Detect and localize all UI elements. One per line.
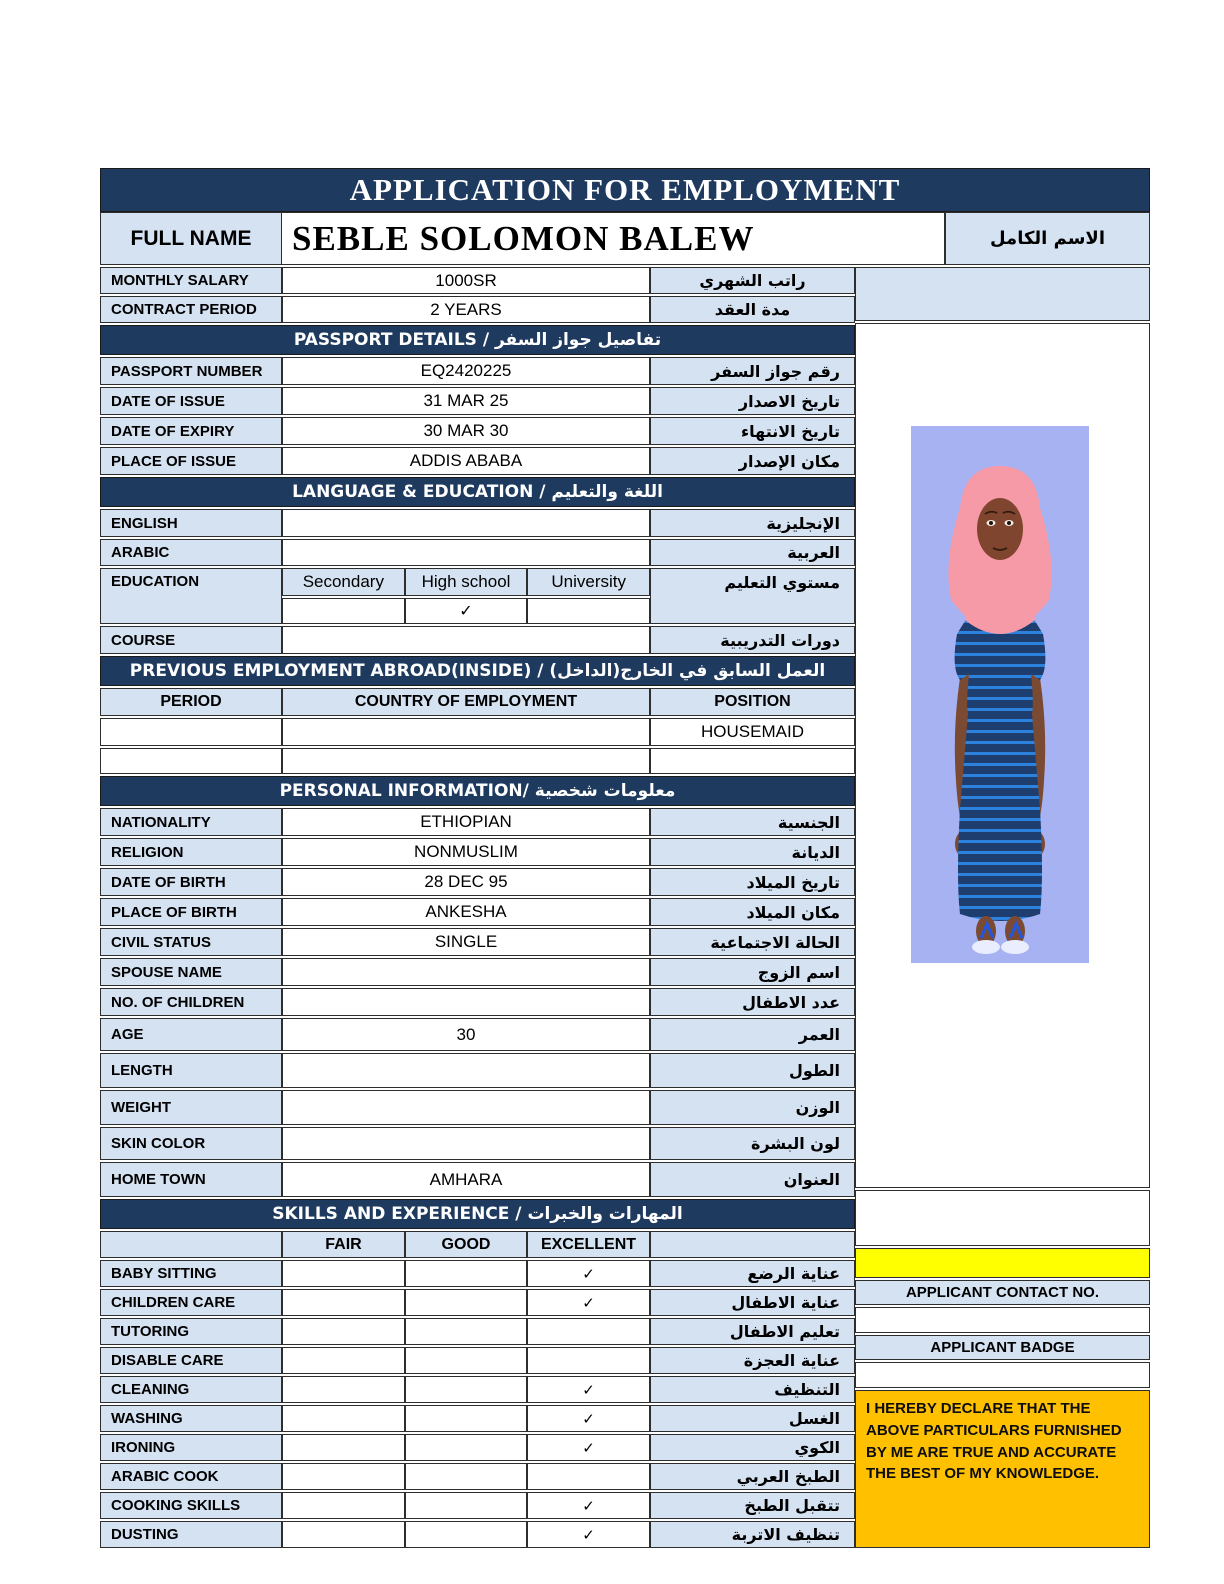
civil-status-value[interactable]: SINGLE — [282, 928, 650, 956]
skill-label-arabic: الغسل — [650, 1405, 855, 1432]
skill-good-cell[interactable] — [405, 1376, 527, 1403]
skill-label-arabic: عناية العجزة — [650, 1347, 855, 1374]
age-label: AGE — [100, 1018, 282, 1051]
skills-blank-arabic-header — [650, 1231, 855, 1258]
skill-label: BABY SITTING — [100, 1260, 282, 1287]
position-column-header: POSITION — [650, 688, 855, 716]
religion-value[interactable]: NONMUSLIM — [282, 838, 650, 866]
course-row — [100, 626, 855, 654]
monthly-salary-row — [100, 267, 855, 294]
passport-details-header: PASSPORT DETAILS / تفاصيل جواز السفر — [100, 325, 855, 355]
skill-label-arabic: عناية الاطفال — [650, 1289, 855, 1316]
skill-label: COOKING SKILLS — [100, 1492, 282, 1519]
education-check-highschool[interactable]: ✓ — [405, 598, 528, 624]
skill-label-arabic: تنظيف الاتربة — [650, 1521, 855, 1548]
skill-excellent-cell[interactable]: ✓ — [527, 1260, 650, 1287]
skin-color-row — [100, 1127, 855, 1160]
date-of-birth-value[interactable]: 28 DEC 95 — [282, 868, 650, 896]
skill-excellent-cell[interactable]: ✓ — [527, 1521, 650, 1548]
civil-status-row — [100, 928, 855, 956]
place-of-birth-label-arabic: مكان الميلاد — [650, 898, 855, 926]
place-of-issue-row — [100, 447, 855, 475]
skill-good-cell[interactable] — [405, 1434, 527, 1461]
skill-row-disable-care — [100, 1347, 855, 1374]
monthly-salary-value[interactable]: 1000SR — [282, 267, 650, 294]
date-of-expiry-label-arabic: تاريخ الانتهاء — [650, 417, 855, 445]
skill-row-arabic-cook — [100, 1463, 855, 1490]
skin-color-label-arabic: لون البشرة — [650, 1127, 855, 1160]
skill-label: ARABIC COOK — [100, 1463, 282, 1490]
skill-good-cell[interactable] — [405, 1463, 527, 1490]
passport-number-row — [100, 357, 855, 385]
date-of-issue-row — [100, 387, 855, 415]
skill-fair-cell[interactable] — [282, 1434, 405, 1461]
skill-excellent-cell[interactable]: ✓ — [527, 1376, 650, 1403]
employment-application-form — [100, 168, 1150, 1548]
country-value[interactable] — [282, 718, 650, 746]
skill-fair-cell[interactable] — [282, 1289, 405, 1316]
period-value-2[interactable] — [100, 748, 282, 774]
full-name-value[interactable]: SEBLE SOLOMON BALEW — [282, 212, 945, 265]
religion-label: RELIGION — [100, 838, 282, 866]
date-of-expiry-value[interactable]: 30 MAR 30 — [282, 417, 650, 445]
skill-row-tutoring — [100, 1318, 855, 1345]
date-of-expiry-label: DATE OF EXPIRY — [100, 417, 282, 445]
skill-row-baby-sitting — [100, 1260, 855, 1287]
religion-row — [100, 838, 855, 866]
skill-good-cell[interactable] — [405, 1492, 527, 1519]
civil-status-label: CIVIL STATUS — [100, 928, 282, 956]
weight-value[interactable] — [282, 1090, 650, 1125]
spouse-name-label: SPOUSE NAME — [100, 958, 282, 986]
skills-header: SKILLS AND EXPERIENCE / المهارات والخبرات — [100, 1199, 855, 1229]
contract-period-row — [100, 296, 855, 323]
language-education-header: LANGUAGE & EDUCATION / اللغة والتعليم — [100, 477, 855, 507]
position-value[interactable]: HOUSEMAID — [650, 718, 855, 746]
skill-excellent-cell[interactable]: ✓ — [527, 1434, 650, 1461]
home-town-label: HOME TOWN — [100, 1162, 282, 1197]
weight-row — [100, 1090, 855, 1125]
salary-right-spacer-cell — [855, 267, 1150, 321]
passport-number-value[interactable]: EQ2420225 — [282, 357, 650, 385]
length-value[interactable] — [282, 1053, 650, 1088]
excellent-column-header: EXCELLENT — [527, 1231, 650, 1258]
skill-row-dusting — [100, 1521, 855, 1548]
skill-label: WASHING — [100, 1405, 282, 1432]
good-column-header: GOOD — [405, 1231, 527, 1258]
skill-fair-cell[interactable] — [282, 1463, 405, 1490]
right-blank-cell-1 — [855, 1190, 1150, 1246]
english-label: ENGLISH — [100, 509, 282, 537]
course-label-arabic: دورات التدريبية — [650, 626, 855, 654]
skill-row-children-care — [100, 1289, 855, 1316]
skill-fair-cell[interactable] — [282, 1318, 405, 1345]
place-of-birth-value[interactable]: ANKESHA — [282, 898, 650, 926]
previous-employment-row-2 — [100, 748, 855, 774]
age-row — [100, 1018, 855, 1051]
nationality-label: NATIONALITY — [100, 808, 282, 836]
skill-fair-cell[interactable] — [282, 1260, 405, 1287]
course-value[interactable] — [282, 626, 650, 654]
full-name-row — [100, 212, 1150, 265]
skill-fair-cell[interactable] — [282, 1492, 405, 1519]
applicant-contact-value-cell[interactable] — [855, 1307, 1150, 1333]
page-title: APPLICATION FOR EMPLOYMENT — [100, 168, 1150, 212]
nationality-value[interactable]: ETHIOPIAN — [282, 808, 650, 836]
country-value-2[interactable] — [282, 748, 650, 774]
period-value[interactable] — [100, 718, 282, 746]
skills-blank-header — [100, 1231, 282, 1258]
skill-label-arabic: الكوي — [650, 1434, 855, 1461]
previous-employment-row-1 — [100, 718, 855, 746]
fair-column-header: FAIR — [282, 1231, 405, 1258]
skill-label: CLEANING — [100, 1376, 282, 1403]
weight-label: WEIGHT — [100, 1090, 282, 1125]
spouse-name-row — [100, 958, 855, 986]
home-town-row — [100, 1162, 855, 1197]
skill-good-cell[interactable] — [405, 1318, 527, 1345]
skill-label-arabic: تعليم الاطفال — [650, 1318, 855, 1345]
previous-employment-columns — [100, 688, 855, 716]
form-right-column — [855, 265, 1150, 1548]
country-column-header: COUNTRY OF EMPLOYMENT — [282, 688, 650, 716]
full-name-label-arabic: الاسم الكامل — [945, 212, 1150, 265]
skill-excellent-cell[interactable]: ✓ — [527, 1405, 650, 1432]
personal-information-header: PERSONAL INFORMATION/ معلومات شخصية — [100, 776, 855, 806]
full-name-label: FULL NAME — [100, 212, 282, 265]
skin-color-label: SKIN COLOR — [100, 1127, 282, 1160]
place-of-birth-label: PLACE OF BIRTH — [100, 898, 282, 926]
arabic-label-arabic: العربية — [650, 539, 855, 566]
date-of-birth-row — [100, 868, 855, 896]
skill-excellent-cell[interactable]: ✓ — [527, 1492, 650, 1519]
skill-good-cell[interactable] — [405, 1289, 527, 1316]
previous-employment-header: PREVIOUS EMPLOYMENT ABROAD(INSIDE) / العمل السابق في الخارج(الداخل) — [100, 656, 855, 686]
education-option-highschool[interactable]: High school — [405, 568, 528, 596]
period-column-header: PERIOD — [100, 688, 282, 716]
skill-row-cooking-skills — [100, 1492, 855, 1519]
monthly-salary-label: MONTHLY SALARY — [100, 267, 282, 294]
education-check-university[interactable] — [527, 598, 650, 624]
course-label: COURSE — [100, 626, 282, 654]
skill-label: DUSTING — [100, 1521, 282, 1548]
skill-fair-cell[interactable] — [282, 1347, 405, 1374]
skill-row-washing — [100, 1405, 855, 1432]
contract-period-label-arabic: مدة العقد — [650, 296, 855, 323]
religion-label-arabic: الديانة — [650, 838, 855, 866]
home-town-value[interactable]: AMHARA — [282, 1162, 650, 1197]
children-count-label-arabic: عدد الاطفال — [650, 988, 855, 1016]
skill-label-arabic: التنظيف — [650, 1376, 855, 1403]
skill-label: CHILDREN CARE — [100, 1289, 282, 1316]
date-of-birth-label-arabic: تاريخ الميلاد — [650, 868, 855, 896]
children-count-row — [100, 988, 855, 1016]
place-of-issue-label: PLACE OF ISSUE — [100, 447, 282, 475]
skill-row-cleaning — [100, 1376, 855, 1403]
civil-status-label-arabic: الحالة الاجتماعية — [650, 928, 855, 956]
passport-number-label: PASSPORT NUMBER — [100, 357, 282, 385]
contract-period-label: CONTRACT PERIOD — [100, 296, 282, 323]
skill-excellent-cell[interactable] — [527, 1463, 650, 1490]
length-label-arabic: الطول — [650, 1053, 855, 1088]
monthly-salary-label-arabic: راتب الشهري — [650, 267, 855, 294]
english-value[interactable] — [282, 509, 650, 537]
spouse-name-value[interactable] — [282, 958, 650, 986]
skill-fair-cell[interactable] — [282, 1376, 405, 1403]
date-of-issue-label: DATE OF ISSUE — [100, 387, 282, 415]
skill-label: DISABLE CARE — [100, 1347, 282, 1374]
length-label: LENGTH — [100, 1053, 282, 1088]
arabic-value[interactable] — [282, 539, 650, 566]
photo-cell — [855, 323, 1150, 1188]
nationality-label-arabic: الجنسية — [650, 808, 855, 836]
skill-excellent-cell[interactable] — [527, 1347, 650, 1374]
education-option-secondary[interactable]: Secondary — [282, 568, 405, 596]
date-of-expiry-row — [100, 417, 855, 445]
home-town-label-arabic: العنوان — [650, 1162, 855, 1197]
weight-label-arabic: الوزن — [650, 1090, 855, 1125]
skill-good-cell[interactable] — [405, 1521, 527, 1548]
length-row — [100, 1053, 855, 1088]
contract-period-value[interactable]: 2 YEARS — [282, 296, 650, 323]
skill-fair-cell[interactable] — [282, 1405, 405, 1432]
place-of-birth-row — [100, 898, 855, 926]
education-row — [100, 568, 855, 624]
skill-excellent-cell[interactable]: ✓ — [527, 1289, 650, 1316]
skill-fair-cell[interactable] — [282, 1521, 405, 1548]
age-label-arabic: العمر — [650, 1018, 855, 1051]
skill-good-cell[interactable] — [405, 1347, 527, 1374]
skill-label-arabic: تتقبل الطبخ — [650, 1492, 855, 1519]
position-value-2[interactable] — [650, 748, 855, 774]
place-of-issue-label-arabic: مكان الإصدار — [650, 447, 855, 475]
skill-label: TUTORING — [100, 1318, 282, 1345]
spouse-name-label-arabic: اسم الزوج — [650, 958, 855, 986]
skill-good-cell[interactable] — [405, 1260, 527, 1287]
age-value[interactable]: 30 — [282, 1018, 650, 1051]
skills-columns-row — [100, 1231, 855, 1258]
form-left-column — [100, 265, 855, 1548]
arabic-label: ARABIC — [100, 539, 282, 566]
education-label-arabic: مستوي التعليم — [650, 568, 855, 624]
skill-label-arabic: الطبخ العربي — [650, 1463, 855, 1490]
nationality-row — [100, 808, 855, 836]
date-of-birth-label: DATE OF BIRTH — [100, 868, 282, 896]
passport-number-label-arabic: رقم جواز السفر — [650, 357, 855, 385]
skill-excellent-cell[interactable] — [527, 1318, 650, 1345]
date-of-issue-value[interactable]: 31 MAR 25 — [282, 387, 650, 415]
arabic-row — [100, 539, 855, 566]
applicant-photo — [911, 426, 1089, 963]
skin-color-value[interactable] — [282, 1127, 650, 1160]
children-count-value[interactable] — [282, 988, 650, 1016]
skill-label-arabic: عناية الرضع — [650, 1260, 855, 1287]
applicant-badge-value-cell[interactable] — [855, 1362, 1150, 1388]
highlight-bar — [855, 1248, 1150, 1278]
education-label: EDUCATION — [100, 568, 282, 624]
education-check-secondary[interactable] — [282, 598, 405, 624]
english-row — [100, 509, 855, 537]
date-of-issue-label-arabic: تاريخ الاصدار — [650, 387, 855, 415]
applicant-contact-header: APPLICANT CONTACT NO. — [855, 1280, 1150, 1305]
english-label-arabic: الإنجليزية — [650, 509, 855, 537]
declaration-text: I HEREBY DECLARE THAT THE ABOVE PARTICULARS FURNISHED BY ME ARE TRUE AND ACCURATE THE BEST OF MY KNOWLEDGE. — [855, 1390, 1150, 1548]
skill-row-ironing — [100, 1434, 855, 1461]
skill-label: IRONING — [100, 1434, 282, 1461]
skill-good-cell[interactable] — [405, 1405, 527, 1432]
applicant-badge-header: APPLICANT BADGE — [855, 1335, 1150, 1360]
place-of-issue-value[interactable]: ADDIS ABABA — [282, 447, 650, 475]
children-count-label: NO. OF CHILDREN — [100, 988, 282, 1016]
education-option-university[interactable]: University — [527, 568, 650, 596]
